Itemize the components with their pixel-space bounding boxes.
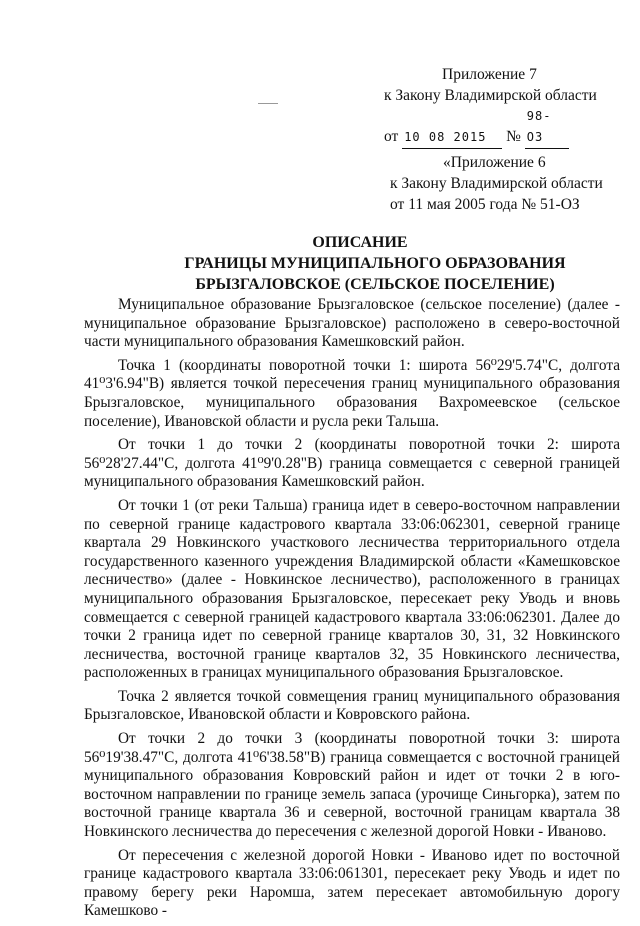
paragraph-4: От точки 1 (от реки Тальша) граница идет в северо-восточном направлении по северной границе кадастрового квартала 33:06:062301, северной границе квартала 29 Новкинского участкового лесничества территориального отдела государственного казенного учреждения Владимирской области «Камешковское лесничество» (далее - Новкинское лесничество), расположенного в границах муниципального образования Брызгаловское, пересекает реку Уводь и вновь совмещается с северной границей кадастрового квартала 33:06:062301. Далее до точки 2 граница идет по северной границе кварталов 30, 31, 32 Новкинского лесничества, восточной границе кварталов 32, 35 Новкинского лесничества, расположенных в границах муниципального образования Брызгаловское. <box>84 496 620 682</box>
appendix-7-header <box>384 64 597 149</box>
appendix-6-law: к Закону Владимирской области <box>390 175 603 192</box>
appendix-6-date-line: от 11 мая 2005 года № 51-ОЗ <box>390 196 580 213</box>
appendix-7-date-line <box>384 106 597 149</box>
document-title <box>0 232 640 295</box>
appendix-6-title: «Приложение 6 <box>443 154 546 171</box>
title-line-1: ОПИСАНИЕ <box>312 234 408 251</box>
number-prefix: № <box>506 128 521 145</box>
title-line-3: БРЫЗГАЛОВСКОЕ (СЕЛЬСКОЕ ПОСЕЛЕНИЕ) <box>195 276 555 293</box>
appendix-7-title: Приложение 7 <box>442 66 537 83</box>
paragraph-3: От точки 1 до точки 2 (координаты поворотной точки 2: широта 56⁰28'27.44"С, долгота 41⁰9'0.28"В) граница совмещается с северной границей муниципального образования Камешковский район. <box>84 436 620 491</box>
paragraph-1: Муниципальное образование Брызгаловское (сельское поселение) (далее - муниципальное образование Брызгаловское) расположено в северо-восточной части муниципального образования Камешковский район. <box>84 296 620 351</box>
appendix-7-law: к Закону Владимирской области <box>384 87 597 104</box>
title-line-2: ГРАНИЦЫ МУНИЦИПАЛЬНОГО ОБРАЗОВАНИЯ <box>184 255 566 272</box>
paragraph-7: От пересечения с железной дорогой Новки - Иваново идет по восточной границе кадастрового квартала 33:06:061301, пересекает реку Уводь и идет по правому берегу реки Наромша, затем пересекает автомобильную дорогу Камешково - <box>84 846 620 920</box>
handwritten-number: 98-ОЗ <box>525 106 569 149</box>
handwritten-date: 10 08 2015 <box>402 127 502 149</box>
paragraph-5: Точка 2 является точкой совмещения границ муниципального образования Брызгаловское, Ивановской области и Ковровского района. <box>84 687 620 724</box>
appendix-6-header <box>388 152 603 215</box>
document-body <box>84 296 620 926</box>
paragraph-2: Точка 1 (координаты поворотной точки 1: широта 56⁰29'5.74"С, долгота 41⁰3'6.94"В) является точкой пересечения границ муниципального образования Брызгаловское, муниципального образования Вахромеевское (сельское поселение), Ивановской области и русла реки Тальша. <box>84 356 620 430</box>
from-prefix: от <box>384 128 399 145</box>
faint-dash-mark <box>258 103 278 104</box>
paragraph-6: От точки 2 до точки 3 (координаты поворотной точки 3: широта 56⁰19'38.47"С, долгота 41⁰6'38.58"В) граница совмещается с восточной границей муниципального образования Ковровский район и идет от точки 2 в юго-восточном направлении по границе земель запаса (урочище Синьгорка), затем по восточной границе квартала 36 и северной, восточной границам квартала 38 Новкинского лесничества до пересечения с железной дорогой Новки - Иваново. <box>84 730 620 841</box>
